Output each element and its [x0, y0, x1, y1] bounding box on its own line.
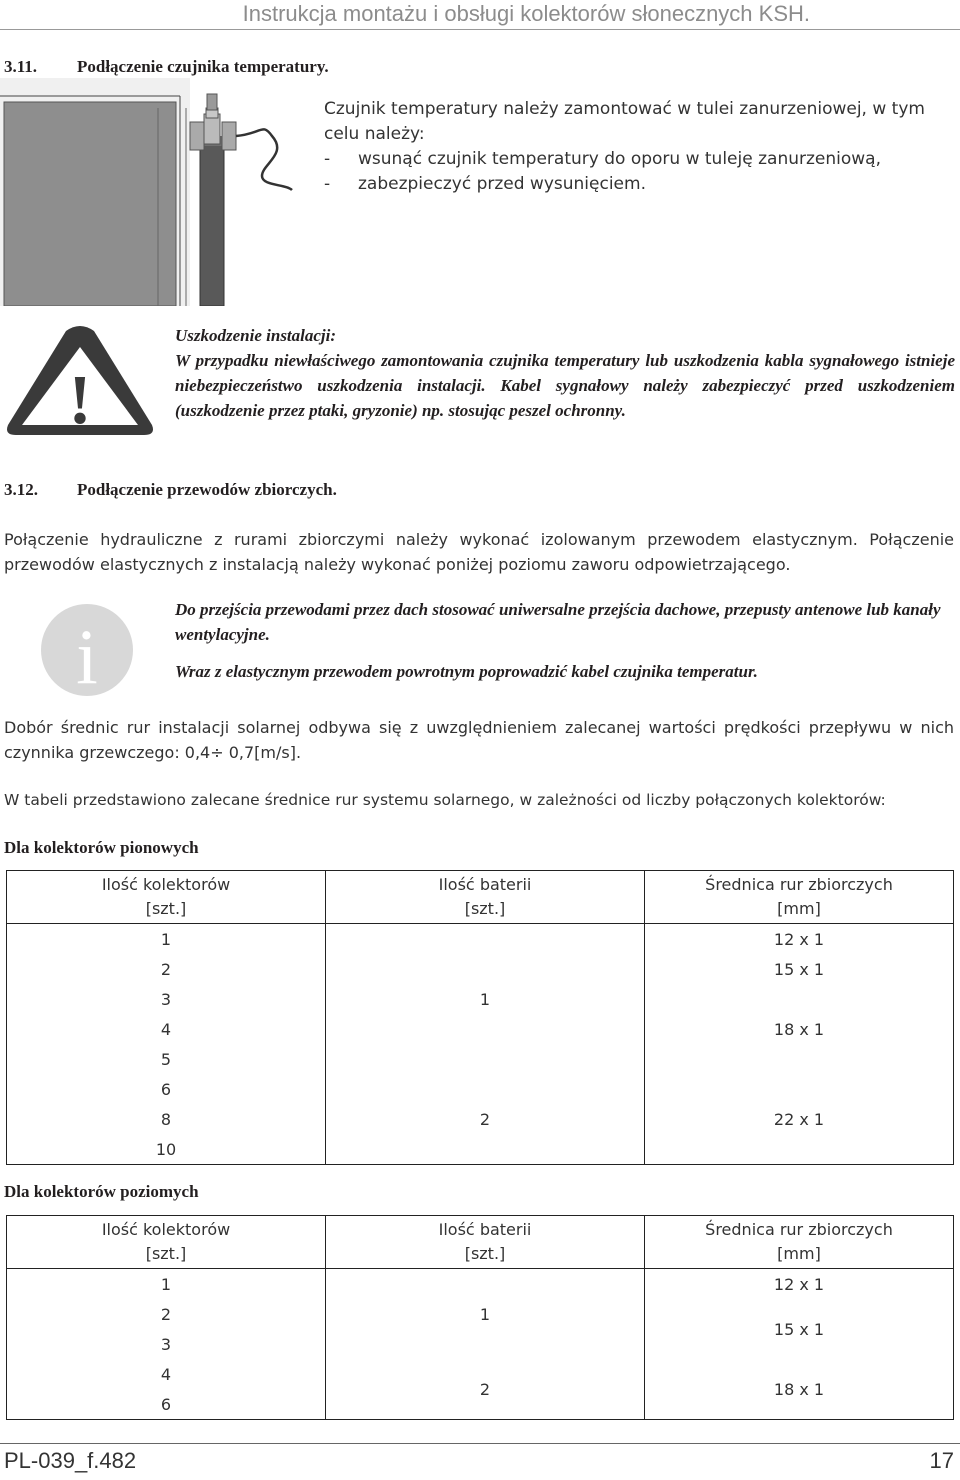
cell-collectors: 3 — [7, 984, 326, 1014]
header-line: Średnica rur zbiorczych — [705, 875, 893, 894]
header-line: Ilość kolektorów — [101, 875, 231, 894]
info-icon — [40, 603, 134, 697]
sensor-para-line: celu należy: — [324, 124, 425, 144]
bullet-marker: - — [324, 174, 331, 194]
header-line: Ilość kolektorów — [101, 1220, 231, 1239]
header-line: Średnica rur zbiorczych — [705, 1220, 893, 1239]
cell-collectors: 1 — [7, 1269, 326, 1300]
footer-rule — [0, 1443, 960, 1444]
warning-text: W przypadku niewłaściwego zamontowania czujnika temperatury lub uszkodzenia kabla sygnałowego istnieje niebezpieczeństwo uszkodzenia instalacji. Kabel sygnałowy należy zabezpieczyć przed uszkodzeniem (uszkodzenie przez ptaki, gryzonie) np. stosując peszel ochronny. — [175, 351, 955, 420]
cell-batteries: 1 — [326, 1269, 645, 1360]
cell-collectors: 8 — [7, 1104, 326, 1134]
warning-triangle-icon — [2, 325, 158, 437]
running-header-title: Instrukcja montażu i obsługi kolektorów słonecznych KSH. — [242, 1, 810, 26]
section-number: 3.12. — [4, 480, 38, 499]
cell-diameter: 15 x 1 — [773, 1319, 825, 1339]
header-line: [mm] — [777, 1244, 821, 1263]
bullet-item — [324, 172, 954, 197]
header-line: [szt.] — [464, 899, 506, 918]
bullet-text: wsunąć czujnik temperatury do oporu w tuleję zanurzeniową, — [358, 149, 881, 169]
info-text-1: Do przejścia przewodami przez dach stosować uniwersalne przejścia dachowe, przepusty antenowe lub kanały wentylacyjne. — [175, 600, 941, 644]
cell-batteries: 2 — [326, 1359, 645, 1420]
collector-sensor-illustration — [0, 78, 320, 306]
column-header — [645, 1216, 954, 1269]
page-number: 17 — [929, 1448, 954, 1473]
header-line: [szt.] — [145, 1244, 187, 1263]
cell-collectors: 2 — [7, 954, 326, 984]
table-intro-para: W tabeli przedstawiono zalecane średnice rur systemu solarnego, w zależności od liczby połączonych kolektorów: — [4, 791, 886, 809]
info-mark: i — [76, 613, 98, 697]
cell-diameter: 18 x 1 — [773, 1019, 825, 1039]
header-line: [mm] — [777, 899, 821, 918]
table-vertical-heading: Dla kolektorów pionowych — [4, 838, 199, 857]
cell-collectors: 4 — [7, 1359, 326, 1389]
cell-collectors: 6 — [7, 1389, 326, 1420]
cell-collectors: 2 — [7, 1299, 326, 1329]
section-title: Podłączenie czujnika temperatury. — [77, 57, 329, 76]
warning-block — [175, 323, 955, 423]
cell-diameter: 15 x 1 — [773, 959, 825, 979]
cell-collectors: 3 — [7, 1329, 326, 1359]
column-header — [326, 1216, 645, 1269]
document-code: PL-039_f.482 — [4, 1448, 137, 1473]
column-header — [7, 1216, 326, 1269]
cell-collectors: 5 — [7, 1044, 326, 1074]
table-row — [7, 1074, 954, 1104]
sensor-para-line: Czujnik temperatury należy zamontować w tulei zanurzeniowej, w tym — [324, 99, 925, 119]
info-text-2: Wraz z elastycznym przewodem powrotnym poprowadzić kabel czujnika temperatur. — [175, 662, 758, 681]
warning-mark: ! — [68, 362, 92, 437]
cell-batteries: 2 — [326, 1074, 645, 1165]
column-header — [326, 871, 645, 924]
table-horizontal — [6, 1215, 954, 1420]
table-vertical — [6, 870, 954, 1165]
bullet-item — [324, 147, 954, 172]
cell-diameter: 12 x 1 — [773, 1274, 825, 1294]
cell-collectors: 4 — [7, 1014, 326, 1044]
header-line: Ilość baterii — [438, 1220, 532, 1239]
section-title: Podłączenie przewodów zbiorczych. — [77, 480, 337, 499]
warning-title: Uszkodzenie instalacji: — [175, 326, 337, 345]
hydraulic-para: Połączenie hydrauliczne z rurami zbiorczymi należy wykonać izolowanym przewodem elastycznym. Połączenie przewodów elastycznych z instalacją należy wykonać poniżej poziomu zaworu odpowietrzającego. — [4, 530, 954, 574]
cell-collectors: 1 — [7, 924, 326, 955]
header-line: Ilość baterii — [438, 875, 532, 894]
bullet-text: zabezpieczyć przed wysunięciem. — [358, 174, 646, 194]
header-rule — [0, 29, 960, 30]
column-header — [7, 871, 326, 924]
cell-batteries: 1 — [326, 924, 645, 1075]
cell-diameter: 18 x 1 — [773, 1379, 825, 1399]
diameter-para: Dobór średnic rur instalacji solarnej odbywa się z uwzględnieniem zalecanej wartości prędkości przepływu w nich czynnika grzewczego: 0,4÷ 0,7[m/s]. — [4, 718, 954, 762]
table-header-row — [7, 871, 954, 924]
header-line: [szt.] — [464, 1244, 506, 1263]
table-header-row — [7, 1216, 954, 1269]
column-header — [645, 871, 954, 924]
cell-collectors: 10 — [7, 1134, 326, 1165]
table-row — [7, 1359, 954, 1389]
cell-diameter: 22 x 1 — [773, 1109, 825, 1129]
bullet-marker: - — [324, 149, 331, 169]
header-line: [szt.] — [145, 899, 187, 918]
sensor-para — [324, 97, 954, 197]
table-horizontal-heading: Dla kolektorów poziomych — [4, 1182, 199, 1201]
cell-collectors: 6 — [7, 1074, 326, 1104]
table-row — [7, 1269, 954, 1300]
cell-diameter: 12 x 1 — [773, 929, 825, 949]
table-row — [7, 924, 954, 955]
section-number: 3.11. — [4, 57, 38, 76]
